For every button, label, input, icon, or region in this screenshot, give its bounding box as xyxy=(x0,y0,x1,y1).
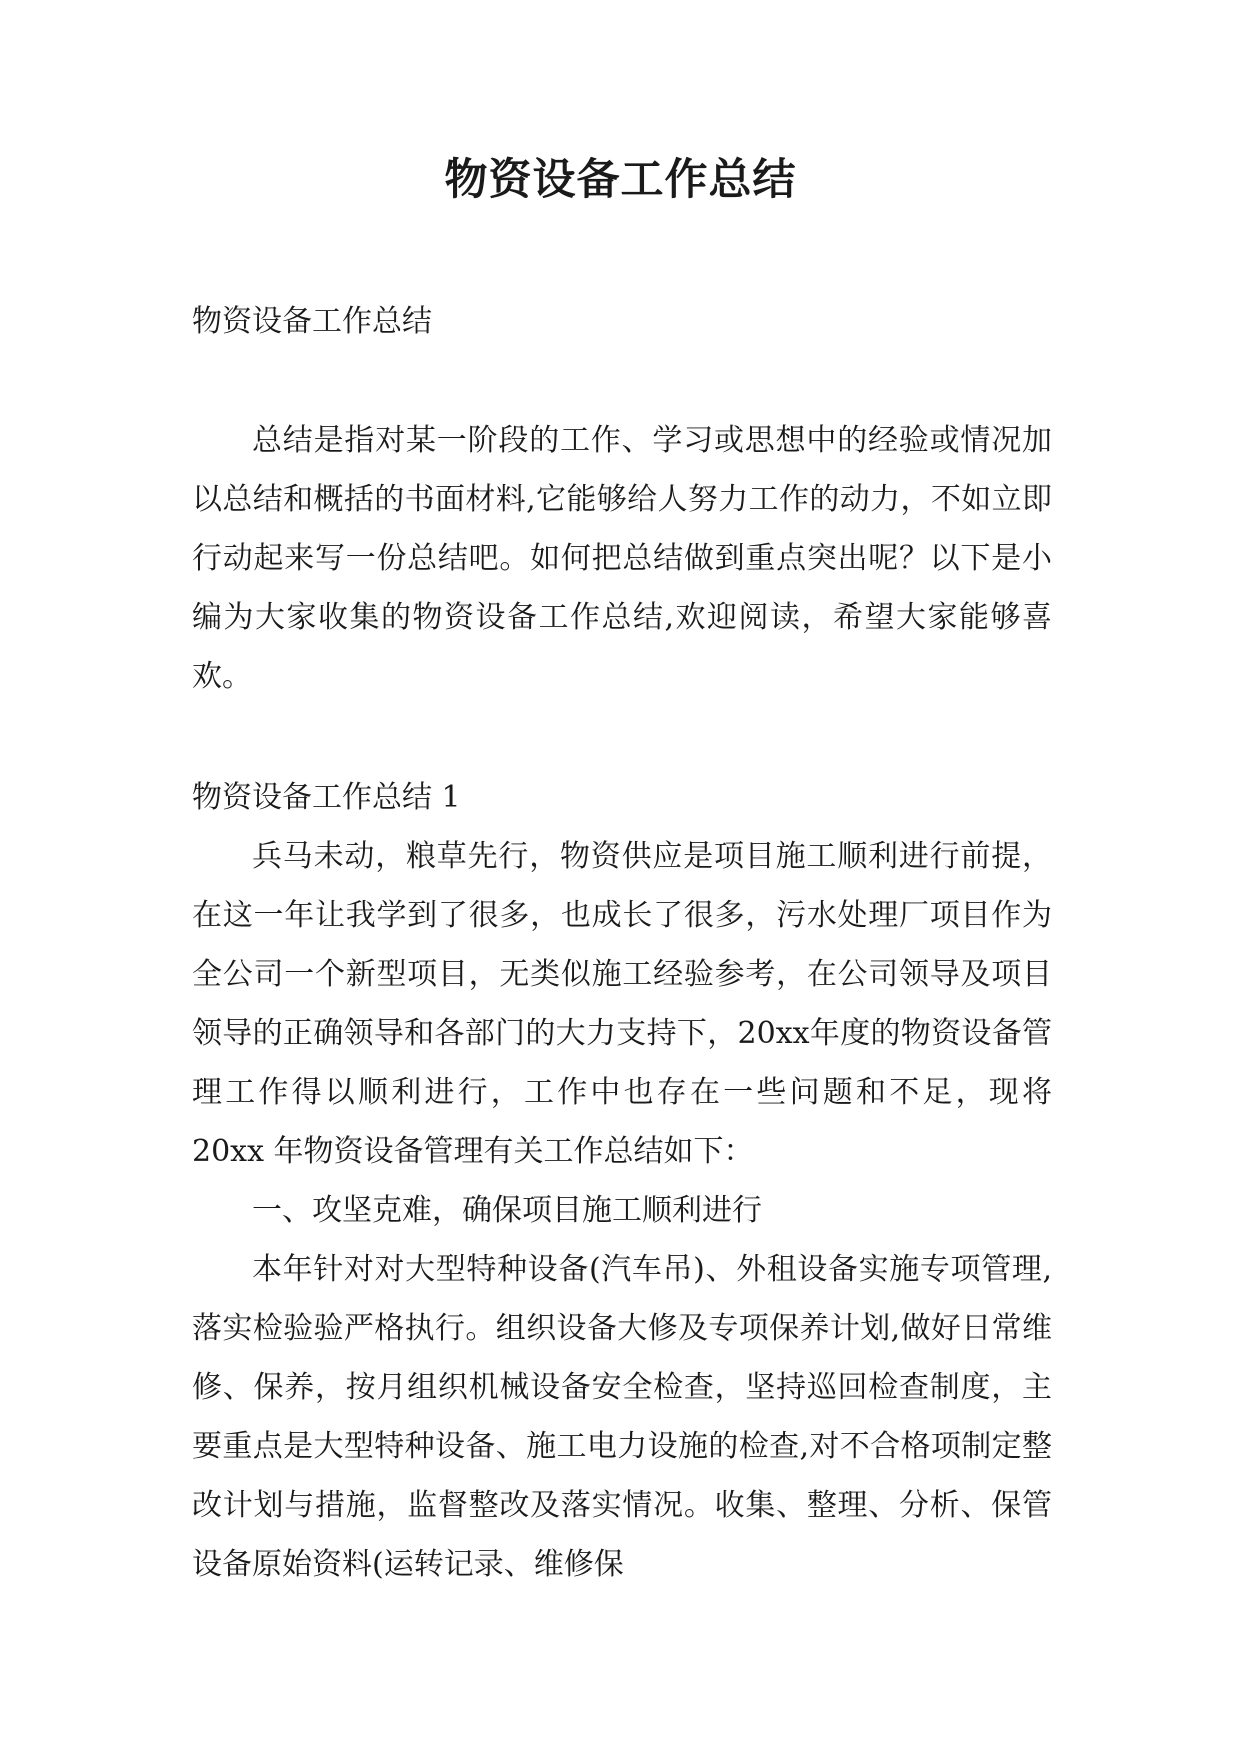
body-paragraph: 本年针对对大型特种设备(汽车吊)、外租设备实施专项管理,落实检验验严格执行。组织设备大修及专项保养计划,做好日常维修、保养，按月组织机械设备安全检查，坚持巡回检查制度，主要重点是大型特种设备、施工电力设施的检查,对不合格项制定整改计划与措施，监督整改及落实情况。收集、整理、分析、保管设备原始资料(运转记录、维修保 xyxy=(192,1252,1052,1582)
body-paragraph: 兵马未动，粮草先行，物资供应是项目施工顺利进行前提，在这一年让我学到了很多，也成长了很多，污水处理厂项目作为全公司一个新型项目，无类似施工经验参考，在公司领导及项目领导的正确领导和各部门的大力支持下，20xx年度的物资设备管理工作得以顺利进行，工作中也存在一些问题和不足，现将 20xx 年物资设备管理有关工作总结如下： xyxy=(192,839,1052,1169)
document-body xyxy=(192,292,1052,1594)
document-subtitle: 物资设备工作总结 xyxy=(192,304,432,339)
spacer xyxy=(192,706,1052,768)
spacer xyxy=(192,351,1052,411)
section-heading: 物资设备工作总结 1 xyxy=(192,780,461,815)
subsection-heading: 一、攻坚克难，确保项目施工顺利进行 xyxy=(252,1193,762,1228)
intro-paragraph: 总结是指对某一阶段的工作、学习或思想中的经验或情况加以总结和概括的书面材料,它能够给人努力工作的动力，不如立即行动起来写一份总结吧。如何把总结做到重点突出呢？以下是小编为大家收集的物资设备工作总结,欢迎阅读，希望大家能够喜欢。 xyxy=(192,423,1052,694)
document-title: 物资设备工作总结 xyxy=(444,155,797,205)
